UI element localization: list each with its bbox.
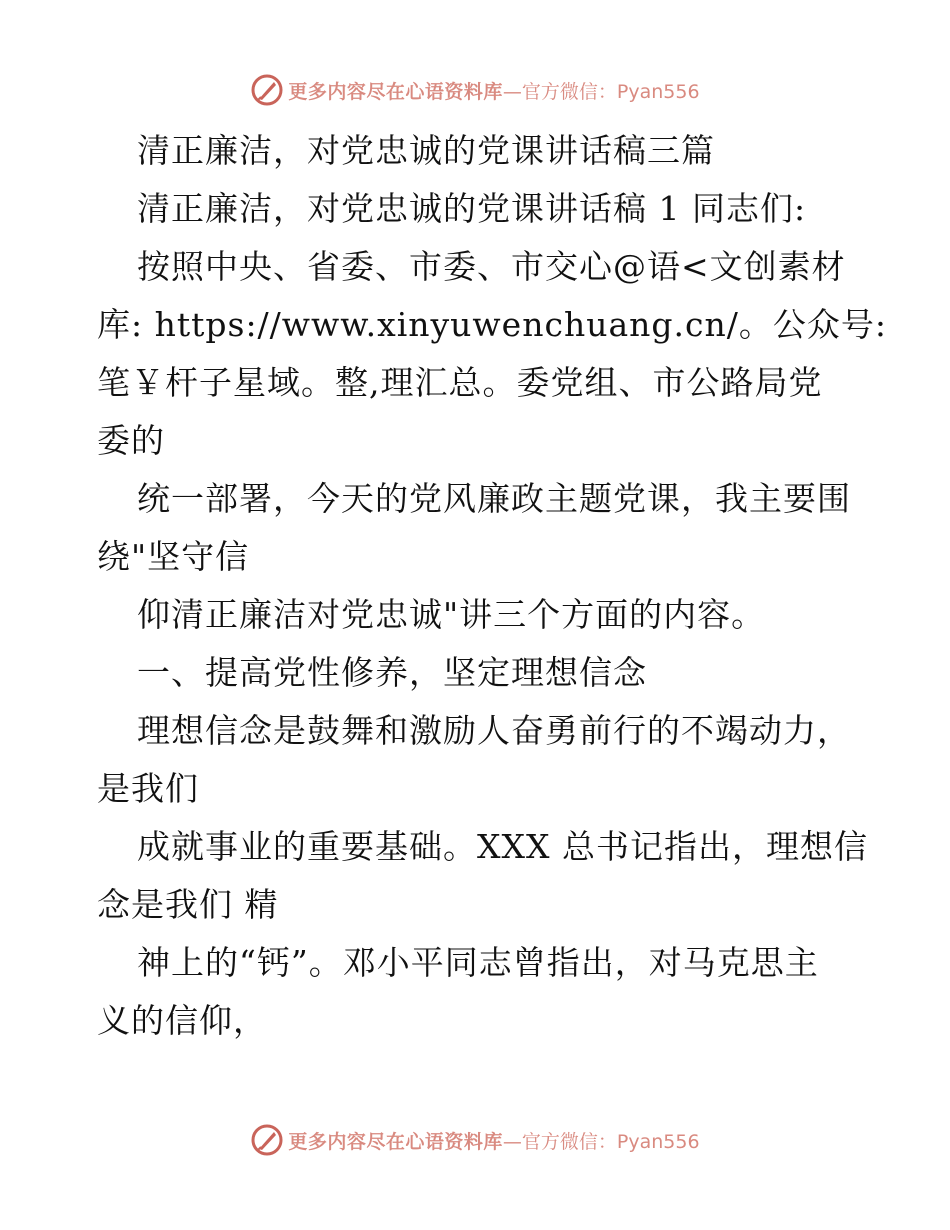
text-line: 库: https://www.xinyuwenchuang.cn/。公众号: [97,305,887,344]
text-line: 仰清正廉洁对党忠诚"讲三个方面的内容。 [137,595,766,634]
text-line: 笔￥杆子星域。整,理汇总。委党组、市公路局党 [97,363,823,402]
footer-banner-text: 更多内容尽在心语资料库 [288,1130,503,1153]
text-line: 统一部署，今天的党风廉政主题党课，我主要围 [137,479,851,518]
header-banner-text: 更多内容尽在心语资料库 [288,80,503,103]
text-line: 神上的“钙”。邓小平同志曾指出，对马克思主 [137,943,819,982]
quill-logo-icon [250,1123,284,1157]
header-banner-suffix: —官方微信：Pyan556 [502,80,700,103]
text-line: 委的 [97,421,165,460]
quill-logo-icon [250,73,284,107]
document-title: 清正廉洁，对党忠诚的党课讲话稿三篇 [137,131,715,170]
footer-banner [0,1120,950,1160]
text-line: 成就事业的重要基础。XXX 总书记指出，理想信 [137,827,868,866]
text-line: 是我们 [97,769,199,808]
document-body [97,122,887,1050]
text-line: 理想信念是鼓舞和激励人奋勇前行的不竭动力， [137,711,851,750]
text-line: 念是我们 精 [97,885,279,924]
text-line: 按照中央、省委、市委、市交心@语<文创素材 [137,247,846,286]
section-heading: 一、提高党性修养，坚定理想信念 [137,653,647,692]
text-line: 清正廉洁，对党忠诚的党课讲话稿 1 同志们: [137,189,807,228]
text-line: 绕"坚守信 [97,537,250,576]
footer-banner-suffix: —官方微信：Pyan556 [502,1130,700,1153]
text-line: 义的信仰， [97,1001,267,1040]
header-banner [0,70,950,110]
